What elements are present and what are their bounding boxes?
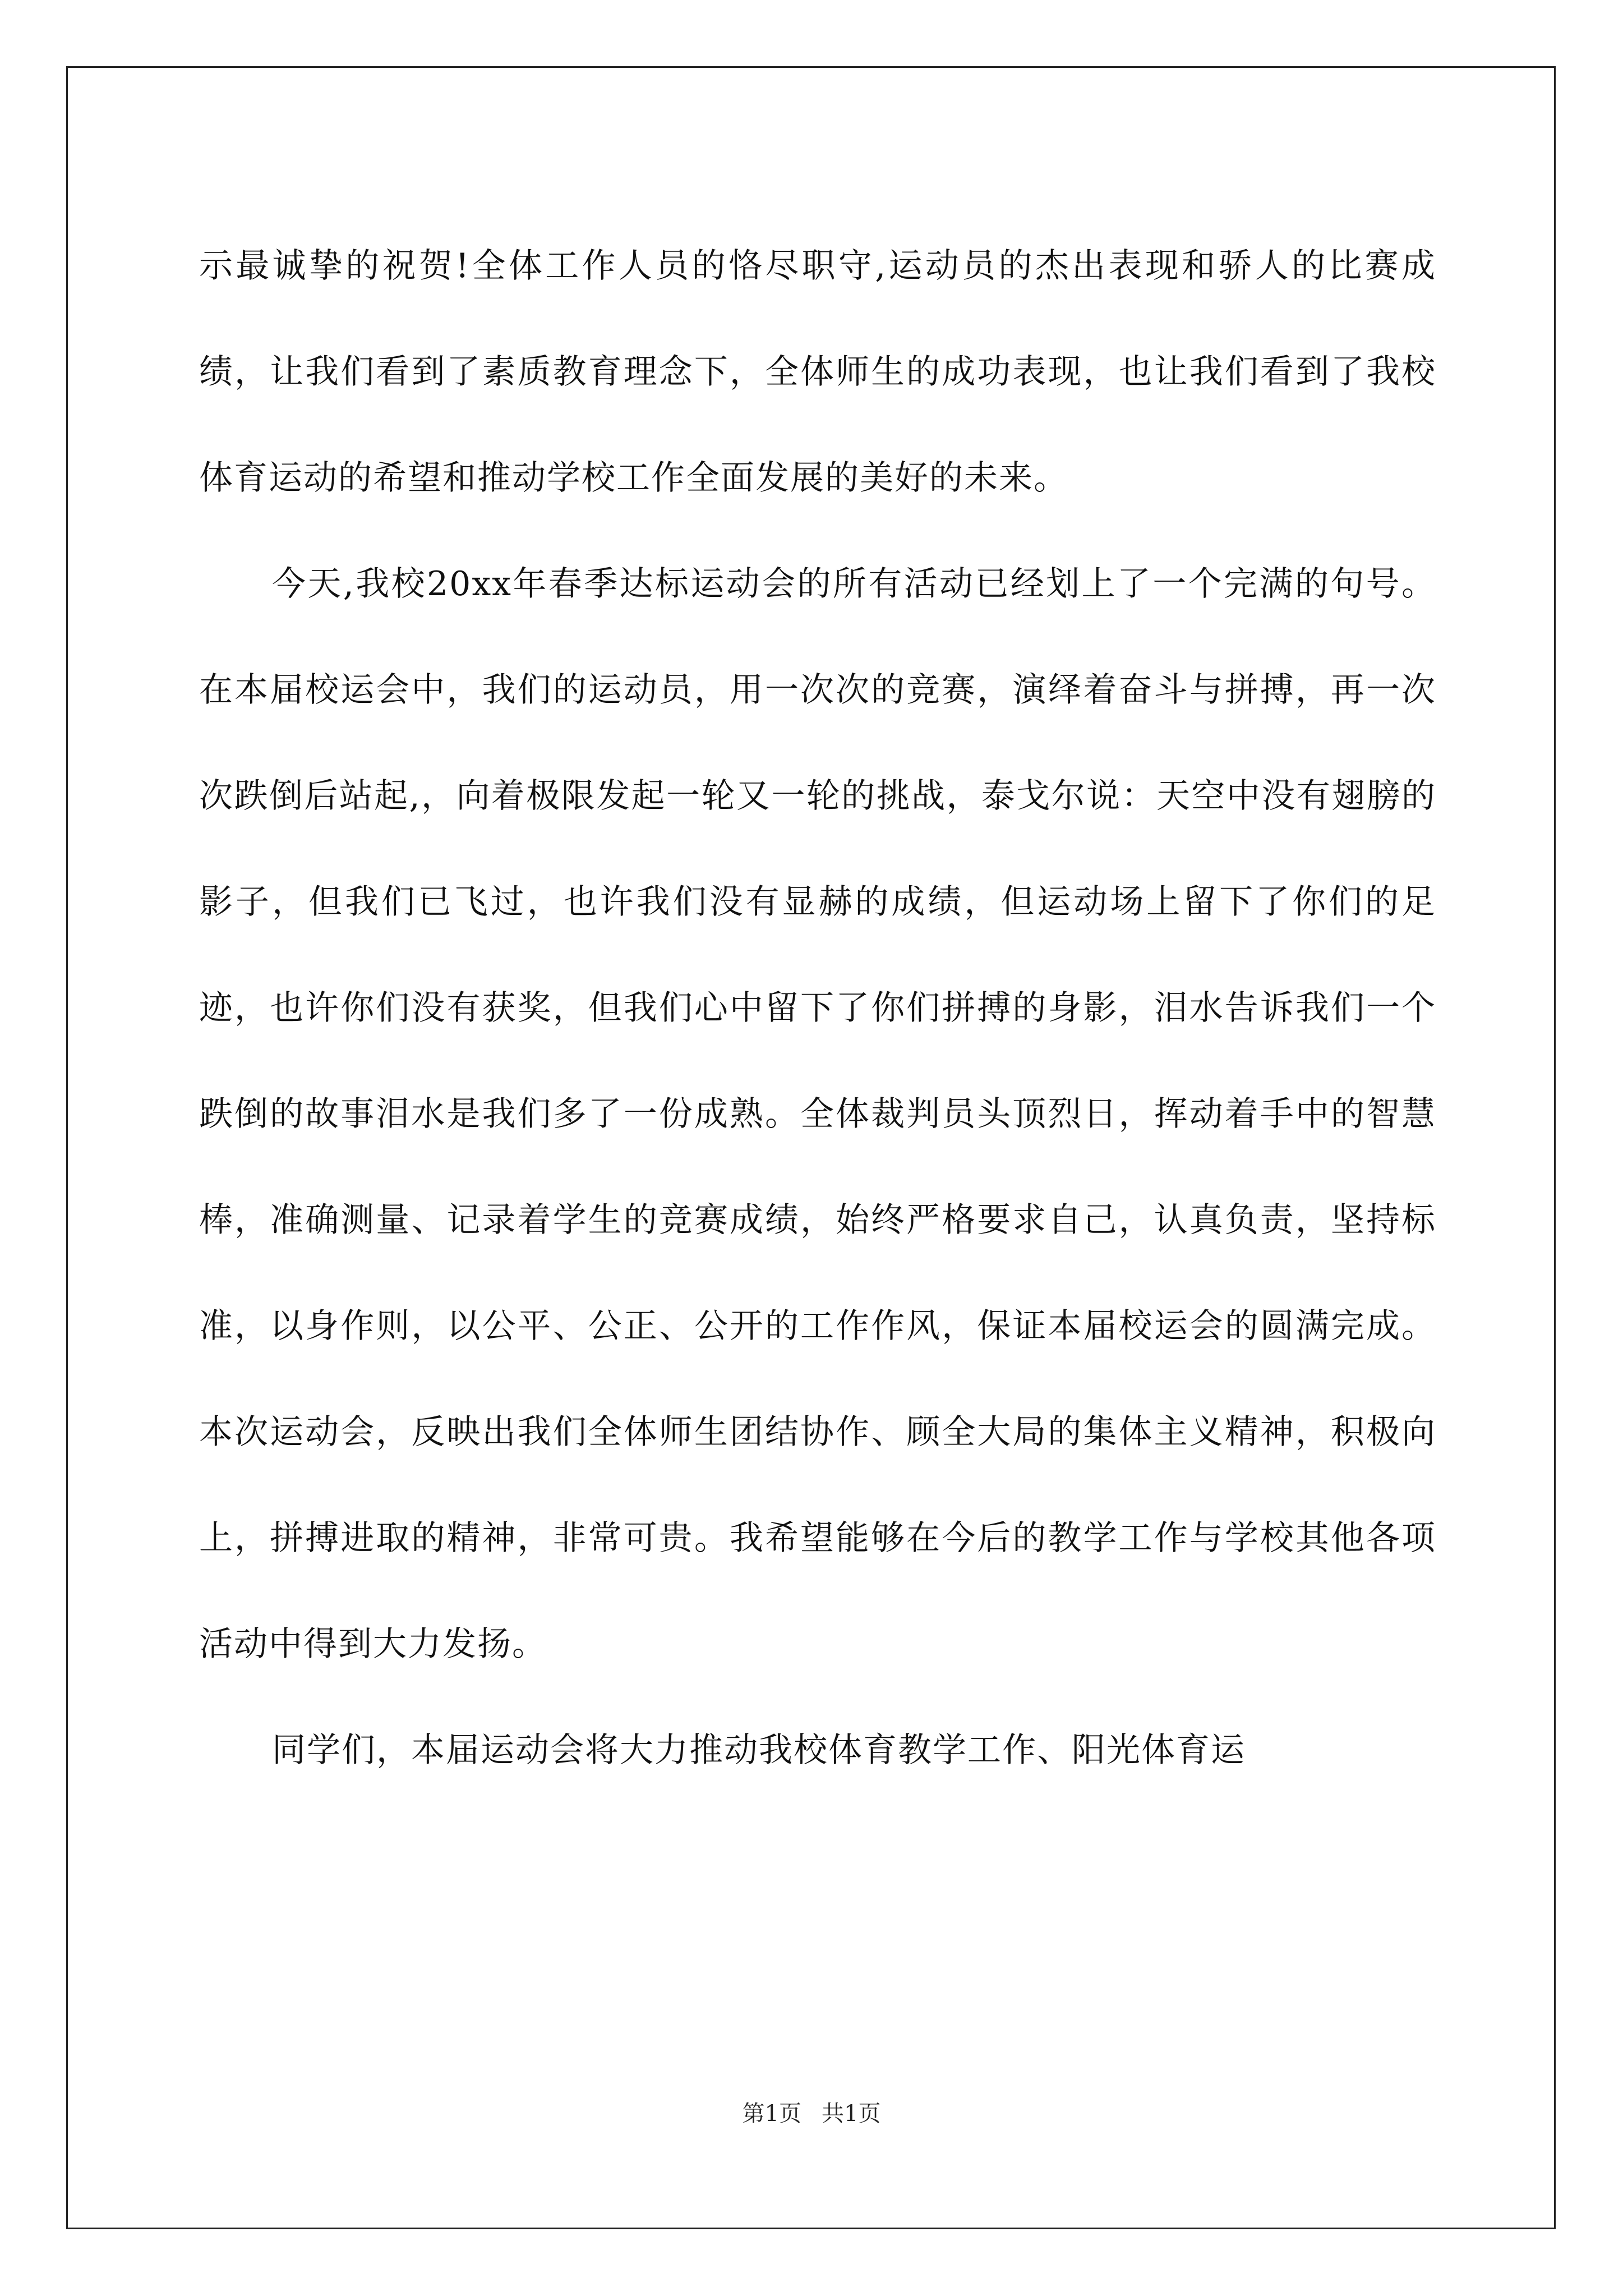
total-pages-label: 共1页 bbox=[822, 2101, 881, 2127]
current-page-label: 第1页 bbox=[742, 2101, 801, 2127]
paragraph-2: 今天,我校20xx年春季达标运动会的所有活动已经划上了一个完满的句号。在本届校运会中，我们的运动员，用一次次的竞赛，演绎着奋斗与拼搏，再一次次跌倒后站起,，向着极限发起一轮又一轮的挑战，泰戈尔说：天空中没有翅膀的影子，但我们已飞过，也许我们没有显赫的成绩，但运动场上留下了你们的足迹，也许你们没有获奖，但我们心中留下了你们拼搏的身影，泪水告诉我们一个跌倒的故事泪水是我们多了一份成熟。全体裁判员头顶烈日，挥动着手中的智慧棒，准确测量、记录着学生的竞赛成绩，始终严格要求自己，认真负责，坚持标准，以身作则，以公平、公正、公开的工作作风，保证本届校运会的圆满完成。本次运动会，反映出我们全体师生团结协作、顾全大局的集体主义精神，积极向上，拼搏进取的精神，非常可贵。我希望能够在今后的教学工作与学校其他各项活动中得到大力发扬。 bbox=[199, 564, 1436, 1664]
page-footer bbox=[0, 2097, 1623, 2131]
paragraph-3: 同学们，本届运动会将大力推动我校体育教学工作、阳光体育运 bbox=[272, 1731, 1246, 1770]
paragraph-1: 示最诚挚的祝贺!全体工作人员的恪尽职守,运动员的杰出表现和骄人的比赛成绩，让我们看到了素质教育理念下，全体师生的成功表现，也让我们看到了我校体育运动的希望和推动学校工作全面发展的美好的未来。 bbox=[199, 246, 1436, 498]
document-body bbox=[199, 213, 1436, 1803]
